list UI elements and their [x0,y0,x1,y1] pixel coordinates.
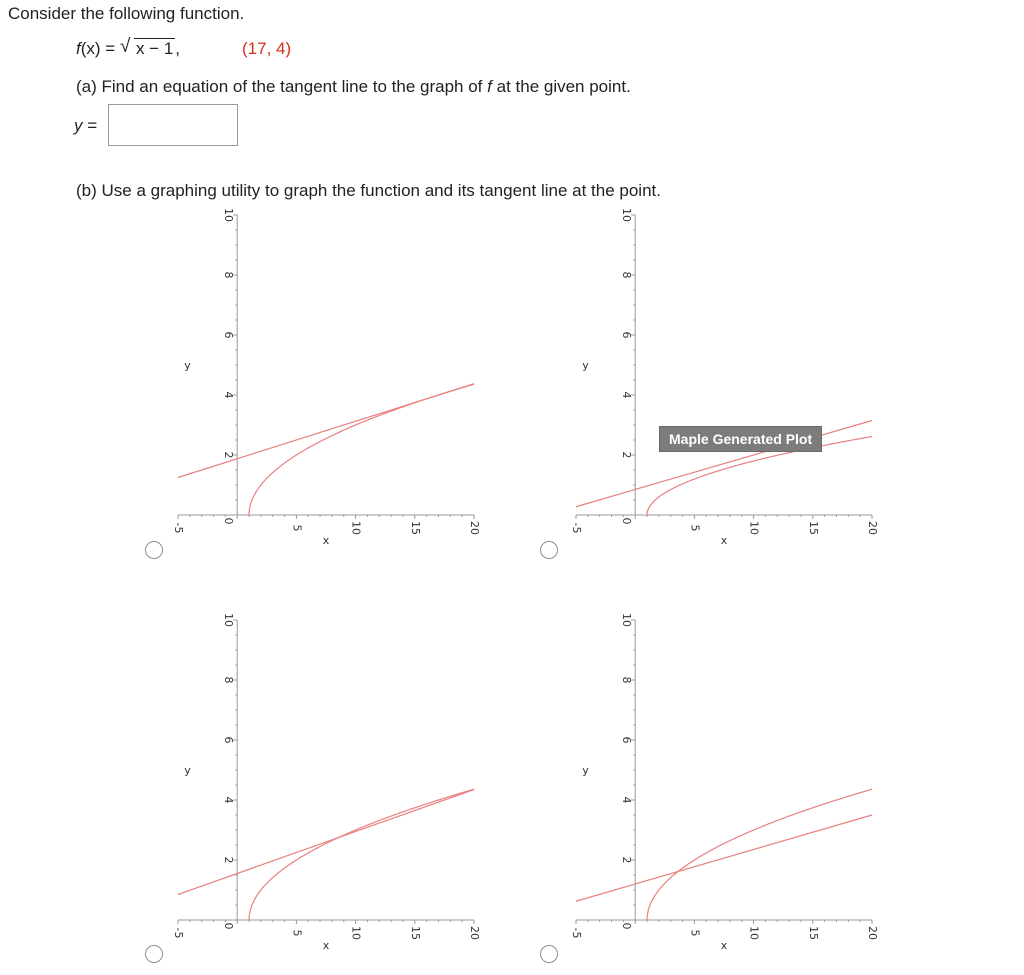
y-tick-label: 2 [620,856,634,864]
x-tick-label: 5 [290,929,304,937]
y-tick-label: 10 [620,613,634,627]
x-tick-label: 15 [806,926,820,940]
answer-label-eq: = [87,116,98,135]
radio-option-d[interactable] [540,945,558,963]
maple-plot-tooltip: Maple Generated Plot [659,426,822,452]
x-tick-label: 20 [866,521,879,535]
y-tick-label: 8 [620,271,634,279]
y-tick-label: 10 [620,208,634,222]
function-definition [76,36,181,59]
radio-option-c[interactable] [145,945,163,963]
x-tick-label: 15 [408,521,422,535]
x-tick-label: 10 [349,521,363,535]
part-a-f: f [487,77,492,96]
x-tick-label: -5 [172,927,185,939]
tangent-line-answer-input[interactable] [108,104,238,146]
part-a-end: at the given point. [496,77,631,96]
answer-label-var: y [74,116,83,135]
y-tick-label: 4 [620,796,634,804]
function-curve-series [647,789,872,920]
x-tick-label: 20 [468,926,481,940]
radicand: x − 1 [135,39,174,58]
y-tick-label: 2 [222,451,236,459]
x-tick-label: 15 [806,521,820,535]
radio-option-b[interactable] [540,541,558,559]
x-tick-label: -5 [570,927,583,939]
x-axis-label: x [322,939,330,950]
x-tick-label: 10 [747,926,761,940]
radical-sign-icon: √ [119,36,131,57]
origin-label: 0 [222,922,236,930]
y-axis-label: y [184,359,191,372]
tangent-line-series [178,790,474,895]
x-axis-label: x [322,534,330,545]
function-lhs: (x) = [80,39,116,58]
x-tick-label: 20 [468,521,481,535]
x-tick-label: -5 [570,522,583,534]
y-tick-label: 6 [222,736,236,744]
y-tick-label: 4 [222,391,236,399]
question-intro: Consider the following function. [8,4,245,23]
y-tick-label: 8 [222,676,236,684]
given-point: (17, 4) [242,39,292,58]
x-tick-label: -5 [172,522,185,534]
y-tick-label: 6 [620,736,634,744]
function-name: f [76,39,81,58]
plot-d [564,610,894,950]
x-tick-label: 5 [688,524,702,532]
plot-d-container [564,610,894,950]
y-tick-label: 10 [222,613,236,627]
origin-label: 0 [620,517,634,525]
y-tick-label: 4 [222,796,236,804]
plot-c [166,610,496,950]
x-tick-label: 15 [408,926,422,940]
plot-b-container [564,205,894,545]
plot-a-container [166,205,496,545]
origin-label: 0 [620,922,634,930]
y-tick-label: 2 [222,856,236,864]
part-b-prompt: (b) Use a graphing utility to graph the function and its tangent line at the point. [76,181,661,200]
part-a-prompt [76,77,631,97]
y-axis-label: y [582,359,589,372]
x-tick-label: 5 [688,929,702,937]
origin-label: 0 [222,517,236,525]
plot-a [166,205,496,545]
x-tick-label: 5 [290,524,304,532]
function-suffix: , [175,39,181,58]
y-tick-label: 2 [620,451,634,459]
plot-c-container [166,610,496,950]
x-tick-label: 10 [349,926,363,940]
y-axis-label: y [184,764,191,777]
x-axis-label: x [720,939,728,950]
y-tick-label: 4 [620,391,634,399]
x-tick-label: 20 [866,926,879,940]
answer-label [74,116,97,136]
y-axis-label: y [582,764,589,777]
y-tick-label: 8 [222,271,236,279]
y-tick-label: 6 [222,331,236,339]
x-tick-label: 10 [747,521,761,535]
y-tick-label: 10 [222,208,236,222]
function-curve-series [249,384,474,515]
radio-option-a[interactable] [145,541,163,559]
plot-b [564,205,894,545]
part-a-text: (a) Find an equation of the tangent line to the graph of [76,77,483,96]
y-tick-label: 6 [620,331,634,339]
function-curve-series [249,789,474,920]
square-root [119,36,175,59]
y-tick-label: 8 [620,676,634,684]
x-axis-label: x [720,534,728,545]
